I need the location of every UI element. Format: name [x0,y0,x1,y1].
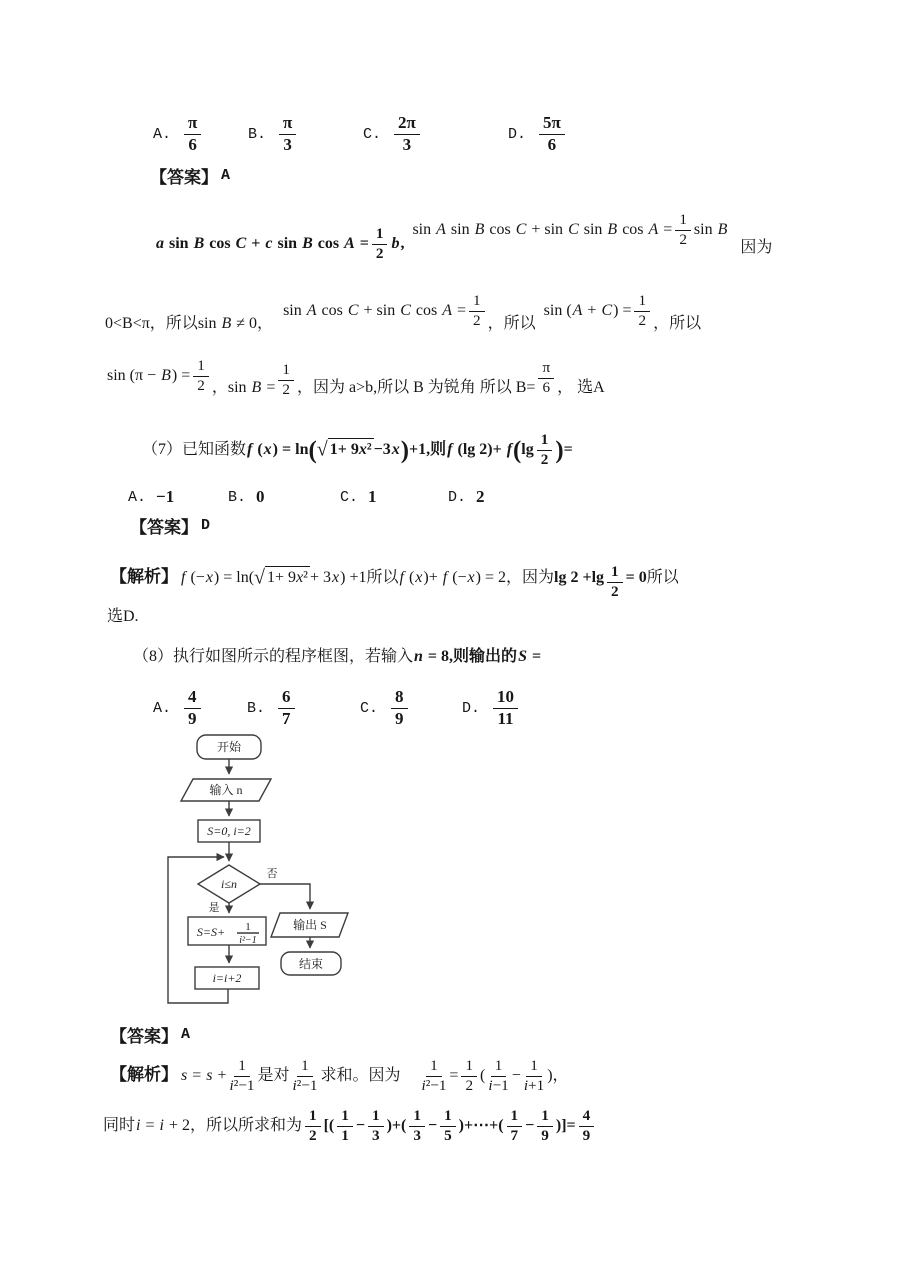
q7-question: （7）已知函数f (x) = ln(√ 1+ 9x² −3x)+1,则f (lg 2)+ f(lg $\frac{1}{2}$ )= [142,431,573,468]
option-label: C. [363,125,382,143]
answer-value: A [221,167,231,184]
option-label: C. [360,699,379,717]
q7-option-c [340,483,377,511]
option-label: A. [153,699,172,717]
answer-label: 【答案】 [150,168,218,187]
q6-solution-line-3: sin (π − B) = $\frac{1}{2}$ ，sin B = $\frac{1}{2}$ ，因为 a>b,所以 B 为锐角 所以 B= $\frac{\pi}{6}$ ， 选A [107,357,605,398]
option-fraction: $\frac{6}{7}$ [278,688,295,728]
analysis-label: 【解析】 [110,1064,178,1084]
flow-acc-numerator: 1 [245,921,251,933]
flow-init-label: S=0, i=2 [207,824,251,838]
flow-inc-label: i=i+2 [212,971,242,985]
option-label: B. [228,488,247,506]
flow-output-label: 输出 S [293,918,327,932]
program-flowchart [140,725,400,1015]
q7-option-a [128,483,174,511]
option-label: A. [153,125,172,143]
q7-analysis [110,560,679,600]
option-value: 1 [368,487,377,506]
q7-conclusion: 选D. [107,608,139,625]
q7-answer [130,513,210,538]
flow-no-branch [260,884,310,909]
option-fraction: $\frac{5\pi}{6}$ [539,114,565,154]
flow-no-label: 否 [266,868,278,880]
option-label: B. [247,699,266,717]
analysis-math: f (−x) = ln(√ 1+ 9x² + 3x) +1所以f (x)+ f (−x) = 2，因为lg 2 +lg $\frac{1}{2}$ = 0所以 [181,563,679,600]
flow-acc-denominator: i²−1 [239,935,257,946]
q8-analysis-line-1 [110,1058,569,1094]
q8-answer [110,1022,190,1047]
q8-question: （8）执行如图所示的程序框图，若输入n = 8,则输出的S = [133,648,542,665]
q6-option-d [508,110,568,158]
option-label: D. [508,125,527,143]
q6-answer [150,163,230,188]
q8-option-d [462,684,521,732]
option-fraction: $\frac{10}{11}$ [493,688,518,728]
option-fraction: $\frac{8}{9}$ [391,688,408,728]
option-fraction: $\frac{\pi}{3}$ [279,114,296,154]
answer-value: A [181,1026,191,1043]
answer-label: 【答案】 [130,518,198,537]
option-fraction: $\frac{2\pi}{3}$ [394,114,420,154]
option-label: C. [340,488,359,506]
option-label: B. [248,125,267,143]
answer-label: 【答案】 [110,1027,178,1046]
flow-end-label: 结束 [298,957,324,971]
q6-option-b [248,110,299,158]
answer-value: D [201,517,211,534]
analysis-math: s = s + $\frac{1}{\text{i²−1}}$ 是对 $\frac{1}{\text{i²−1}}$ 求和。因为 $\frac{1}{\text{i²−1}}$ = $\frac{1}{2}$ ( $\frac{1}{i-1}$ − $\frac{1}{i+1}$ )， [181,1057,569,1094]
option-label: A. [128,488,147,506]
option-label: D. [448,488,467,506]
q6-option-a [153,110,204,158]
option-label: D. [462,699,481,717]
option-value: −1 [156,487,175,506]
flow-cond-label: i≤n [221,877,237,891]
flow-yes-label: 是 [208,902,220,914]
option-value: 2 [476,487,485,506]
q7-option-b [228,483,265,511]
option-fraction: $\frac{4}{9}$ [184,688,201,728]
flow-acc-prefix: S=S+ [196,925,226,939]
flow-input-label: 输入 n [209,783,243,797]
analysis-label: 【解析】 [110,566,178,586]
option-fraction: $\frac{\pi}{6}$ [184,114,201,154]
q8-analysis-line-2: 同时i = i + 2，所以所求和为 $\frac{1}{2}$ [( $\frac{1}{1}$ − $\frac{1}{3}$ )+( $\frac{1}{3}$ − $\frac{1}{5}$ )+⋯+( $\frac{1}{7}$ − $\frac{1}{9}$ )]= $\frac{4}{9}$ [103,1108,597,1144]
q6-solution-line-1: a sin B cos C + c sin B cos A = $\frac{1}{2}$ b,sin A sin B cos C + sin C sin B cos A = $\frac{1}{2}$ sin B因为 [156,211,773,262]
q6-option-c [363,110,423,158]
option-value: 0 [256,487,265,506]
q6-solution-line-2: 0<B<π，所以sin B ≠ 0，sin A cos C + sin C cos A = $\frac{1}{2}$ ，所以sin (A + C) = $\frac{1}{2}$ ，所以 [105,292,702,332]
flow-start-label: 开始 [216,740,242,754]
q7-option-d [448,483,485,511]
